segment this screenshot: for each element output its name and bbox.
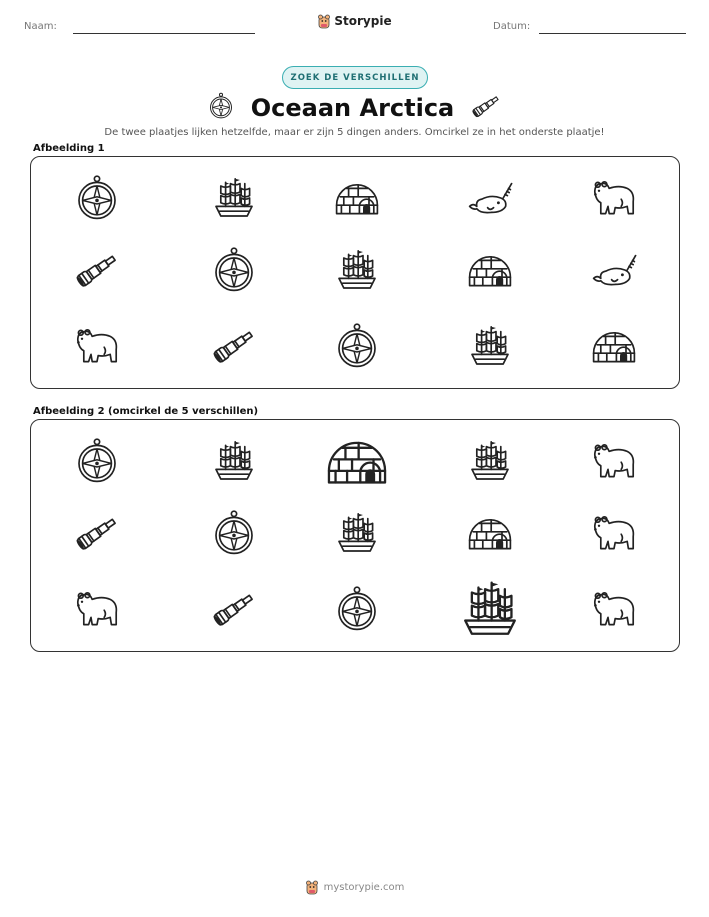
p2-spyglass-icon-r2c1[interactable] [73,509,121,561]
p1-igloo-icon-r2c4 [466,246,514,298]
name-label: Naam: [24,21,57,32]
p1-spyglass-icon-r2c1 [73,246,121,298]
p2-polar-bear-icon-r3c1[interactable] [73,585,121,637]
date-line[interactable] [539,33,686,34]
p1-igloo-icon-r3c5 [590,322,638,374]
p2-igloo-icon-r2c4[interactable] [466,509,514,561]
name-line[interactable] [73,33,255,34]
picture2-panel[interactable] [30,419,680,652]
date-label: Datum: [493,21,531,32]
p1-narwhal-icon-r1c4 [466,174,514,226]
brand-name: Storypie [334,14,392,28]
storypie-mascot-icon [317,13,331,29]
p1-compass-icon-r1c1 [73,174,121,226]
p2-compass-icon-r1c1[interactable] [73,437,121,489]
p2-polar-bear-icon-r2c5[interactable] [590,509,638,561]
p1-ship-icon-r2c3 [333,246,381,298]
p2-polar-bear-icon-r1c5[interactable] [590,437,638,489]
p2-ship-icon-r2c3[interactable] [333,509,381,561]
p2-ship-icon-r1c2[interactable] [210,437,258,489]
page-title: Oceaan Arctica [250,94,455,122]
p1-ship-icon-r1c2 [210,174,258,226]
p2-ship-icon-r3c4[interactable] [457,576,523,646]
p2-spyglass-icon-r3c2[interactable] [210,585,258,637]
title-compass-icon [207,92,235,124]
p1-igloo-icon-r1c3 [333,174,381,226]
p1-narwhal-icon-r2c5 [590,246,638,298]
brand-logo [0,13,709,29]
p2-ship-icon-r1c4[interactable] [466,437,514,489]
activity-badge: ZOEK DE VERSCHILLEN [282,66,428,89]
title-spyglass-icon [470,90,502,126]
p2-compass-icon-r3c3[interactable] [333,585,381,637]
title-row [0,91,709,125]
instructions: De twee plaatjes lijken hetzelfde, maar er zijn 5 dingen anders. Omcirkel ze in het onderste plaatje! [104,127,605,138]
picture1-panel [30,156,680,389]
p1-compass-icon-r2c2 [210,246,258,298]
p1-spyglass-icon-r3c2 [210,322,258,374]
p1-polar-bear-icon-r3c1 [73,322,121,374]
p2-compass-icon-r2c2[interactable] [210,509,258,561]
picture1-label: Afbeelding 1 [33,143,105,154]
storypie-footer-icon [305,879,319,895]
footer-url: mystorypie.com [323,881,405,893]
p1-compass-icon-r3c3 [333,322,381,374]
p1-polar-bear-icon-r1c5 [590,174,638,226]
p1-ship-icon-r3c4 [466,322,514,374]
p2-igloo-icon-r1c3[interactable] [324,428,390,498]
p2-polar-bear-icon-r3c5[interactable] [590,585,638,637]
footer [0,879,709,895]
picture2-label: Afbeelding 2 (omcirkel de 5 verschillen) [33,406,259,417]
